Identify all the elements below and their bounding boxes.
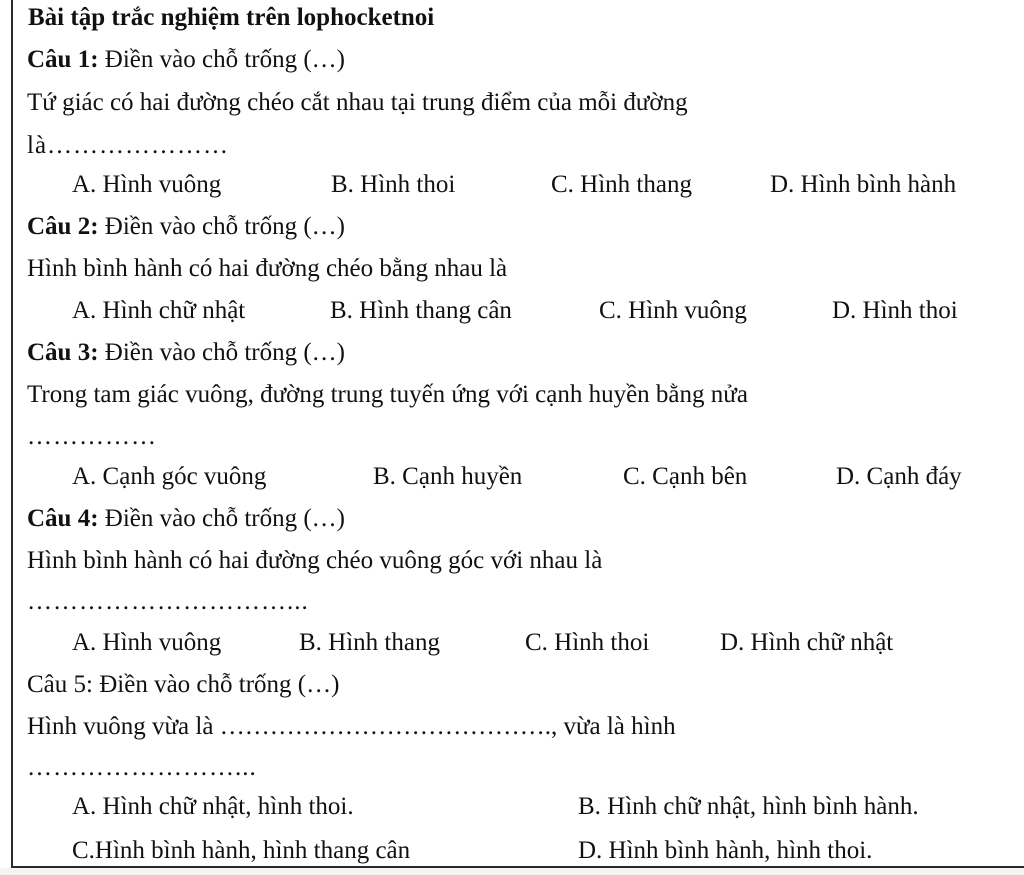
question-1-label: Câu 1: (27, 46, 99, 73)
question-5-option-c[interactable]: C.Hình bình hành, hình thang cân (72, 837, 411, 864)
question-5-blank: ……………………... (27, 754, 257, 781)
question-1-instruction: Điền vào chỗ trống (…) (104, 46, 346, 73)
question-3-label: Câu 3: (27, 339, 99, 366)
question-1-option-a[interactable]: A. Hình vuông (72, 171, 222, 198)
question-1-blank: là………………… (27, 132, 230, 159)
question-1-option-d[interactable]: D. Hình bình hành (770, 171, 957, 198)
question-2-prompt: Hình bình hành có hai đường chéo bằng nhau là (27, 255, 508, 282)
question-2-option-d[interactable]: D. Hình thoi (832, 297, 958, 324)
question-1-prompt: Tứ giác có hai đường chéo cắt nhau tại trung điểm của mỗi đường (27, 89, 688, 116)
question-5-option-a[interactable]: A. Hình chữ nhật, hình thoi. (72, 793, 354, 820)
question-5-prompt: Hình vuông vừa là …………………………………., vừa là hình (27, 713, 676, 740)
question-3-option-b[interactable]: B. Cạnh huyền (373, 463, 523, 490)
question-5-option-b[interactable]: B. Hình chữ nhật, hình bình hành. (578, 793, 919, 820)
question-2-instruction: Điền vào chỗ trống (…) (104, 213, 346, 240)
question-4-option-a[interactable]: A. Hình vuông (72, 629, 222, 656)
question-5-heading (27, 670, 339, 700)
question-4-option-d[interactable]: D. Hình chữ nhật (720, 629, 894, 656)
question-3-option-a[interactable]: A. Cạnh góc vuông (72, 463, 267, 490)
question-3-blank: …………… (27, 423, 157, 450)
question-1-option-c[interactable]: C. Hình thang (551, 171, 692, 198)
question-5-label: Câu 5: (27, 671, 93, 698)
question-4-instruction: Điền vào chỗ trống (…) (104, 505, 346, 532)
question-2-option-c[interactable]: C. Hình vuông (599, 297, 747, 324)
page-title: Bài tập trắc nghiệm trên lophocketnoi (28, 4, 435, 31)
question-5-instruction: Điền vào chỗ trống (…) (99, 671, 340, 698)
question-3-heading (27, 338, 345, 368)
question-4-label: Câu 4: (27, 505, 99, 532)
question-4-blank: …………………………... (27, 588, 309, 615)
question-1-heading (27, 45, 345, 75)
question-3-prompt: Trong tam giác vuông, đường trung tuyến ứng với cạnh huyền bằng nửa (27, 381, 748, 408)
question-3-option-c[interactable]: C. Cạnh bên (623, 463, 748, 490)
question-2-option-b[interactable]: B. Hình thang cân (330, 297, 512, 324)
question-4-heading (27, 504, 345, 534)
question-2-heading (27, 212, 345, 242)
question-1-option-b[interactable]: B. Hình thoi (331, 171, 456, 198)
question-3-option-d[interactable]: D. Cạnh đáy (836, 463, 962, 490)
question-5-option-d[interactable]: D. Hình bình hành, hình thoi. (578, 837, 873, 864)
question-3-instruction: Điền vào chỗ trống (…) (104, 339, 346, 366)
question-2-option-a[interactable]: A. Hình chữ nhật (72, 297, 246, 324)
question-4-prompt: Hình bình hành có hai đường chéo vuông góc với nhau là (27, 547, 603, 574)
question-2-label: Câu 2: (27, 213, 99, 240)
question-4-option-c[interactable]: C. Hình thoi (525, 629, 650, 656)
question-4-option-b[interactable]: B. Hình thang (299, 629, 440, 656)
bottom-edge (0, 868, 1024, 875)
